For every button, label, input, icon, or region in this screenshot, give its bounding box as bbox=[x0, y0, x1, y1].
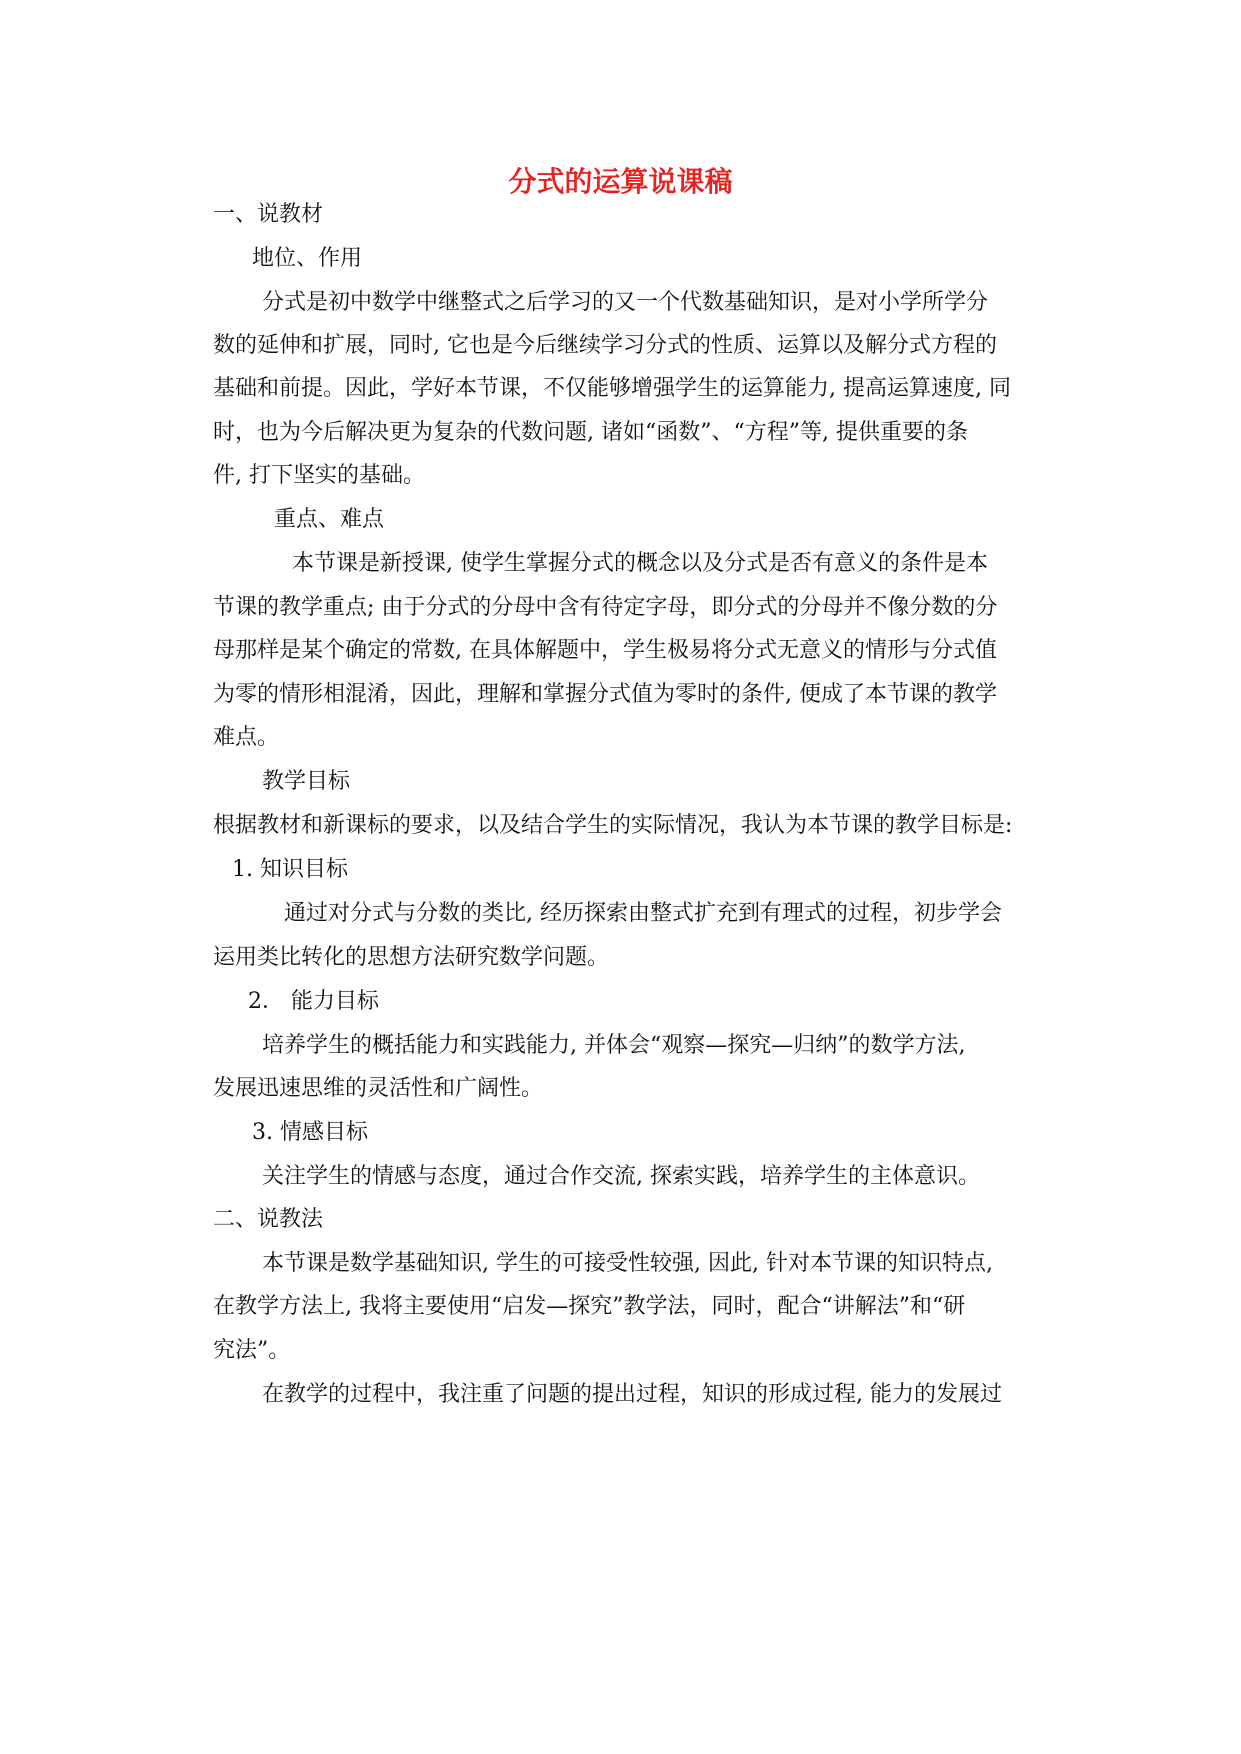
paragraph-line: 数的延伸和扩展，同时, 它也是今后继续学习分式的性质、运算以及解分式方程的 bbox=[213, 333, 997, 358]
paragraph-line: 关注学生的情感与态度，通过合作交流, 探索实践，培养学生的主体意识。 bbox=[262, 1164, 980, 1189]
subheading-teaching-goals: 教学目标 bbox=[262, 769, 351, 794]
paragraph-line: 本节课是数学基础知识, 学生的可接受性较强, 因此, 针对本节课的知识特点, bbox=[262, 1251, 993, 1276]
paragraph-line: 基础和前提。因此，学好本节课，不仅能够增强学生的运算能力, 提高运算速度, 同 bbox=[213, 376, 1011, 401]
paragraph-line: 节课的教学重点; 由于分式的分母中含有待定字母，即分式的分母并不像分数的分 bbox=[213, 595, 998, 620]
section-heading-textbook: 一、说教材 bbox=[213, 202, 324, 227]
paragraph-line: 在教学方法上, 我将主要使用“启发—探究”教学法，同时，配合“讲解法”和“研 bbox=[213, 1294, 966, 1319]
paragraph-line: 件, 打下坚实的基础。 bbox=[213, 463, 425, 488]
subheading-position-role: 地位、作用 bbox=[252, 246, 363, 271]
paragraph-line: 时，也为今后解决更为复杂的代数问题, 诸如“函数”、“方程”等, 提供重要的条 bbox=[213, 420, 968, 445]
paragraph-line: 在教学的过程中，我注重了问题的提出过程，知识的形成过程, 能力的发展过 bbox=[262, 1382, 1002, 1407]
paragraph-line: 难点。 bbox=[213, 725, 280, 750]
goal-heading-ability: 2． 能力目标 bbox=[248, 989, 379, 1014]
goal-heading-knowledge: 1. 知识目标 bbox=[232, 857, 348, 882]
paragraph-line: 为零的情形相混淆，因此，理解和掌握分式值为零时的条件, 便成了本节课的教学 bbox=[213, 682, 997, 707]
paragraph-line: 通过对分式与分数的类比, 经历探索由整式扩充到有理式的过程，初步学会 bbox=[284, 901, 1002, 926]
section-heading-teaching-method: 二、说教法 bbox=[213, 1207, 324, 1232]
document-title: 分式的运算说课稿 bbox=[508, 165, 733, 198]
paragraph-line: 本节课是新授课, 使学生掌握分式的概念以及分式是否有意义的条件是本 bbox=[292, 551, 988, 576]
paragraph-line: 培养学生的概括能力和实践能力, 并体会“观察—探究—归纳”的数学方法, bbox=[262, 1033, 966, 1058]
paragraph-line: 发展迅速思维的灵活性和广阔性。 bbox=[213, 1076, 544, 1101]
subheading-key-difficult-points: 重点、难点 bbox=[274, 507, 385, 532]
paragraph-line: 分式是初中数学中继整式之后学习的又一个代数基础知识，是对小学所学分 bbox=[262, 290, 989, 315]
paragraph-line: 母那样是某个确定的常数, 在具体解题中，学生极易将分式无意义的情形与分式值 bbox=[213, 638, 997, 663]
paragraph-line: 运用类比转化的思想方法研究数学问题。 bbox=[213, 945, 610, 970]
paragraph-line: 根据教材和新课标的要求，以及结合学生的实际情况，我认为本节课的教学目标是: bbox=[213, 813, 1013, 838]
goal-heading-emotion: 3. 情感目标 bbox=[252, 1120, 368, 1145]
paragraph-line: 究法”。 bbox=[213, 1338, 291, 1363]
